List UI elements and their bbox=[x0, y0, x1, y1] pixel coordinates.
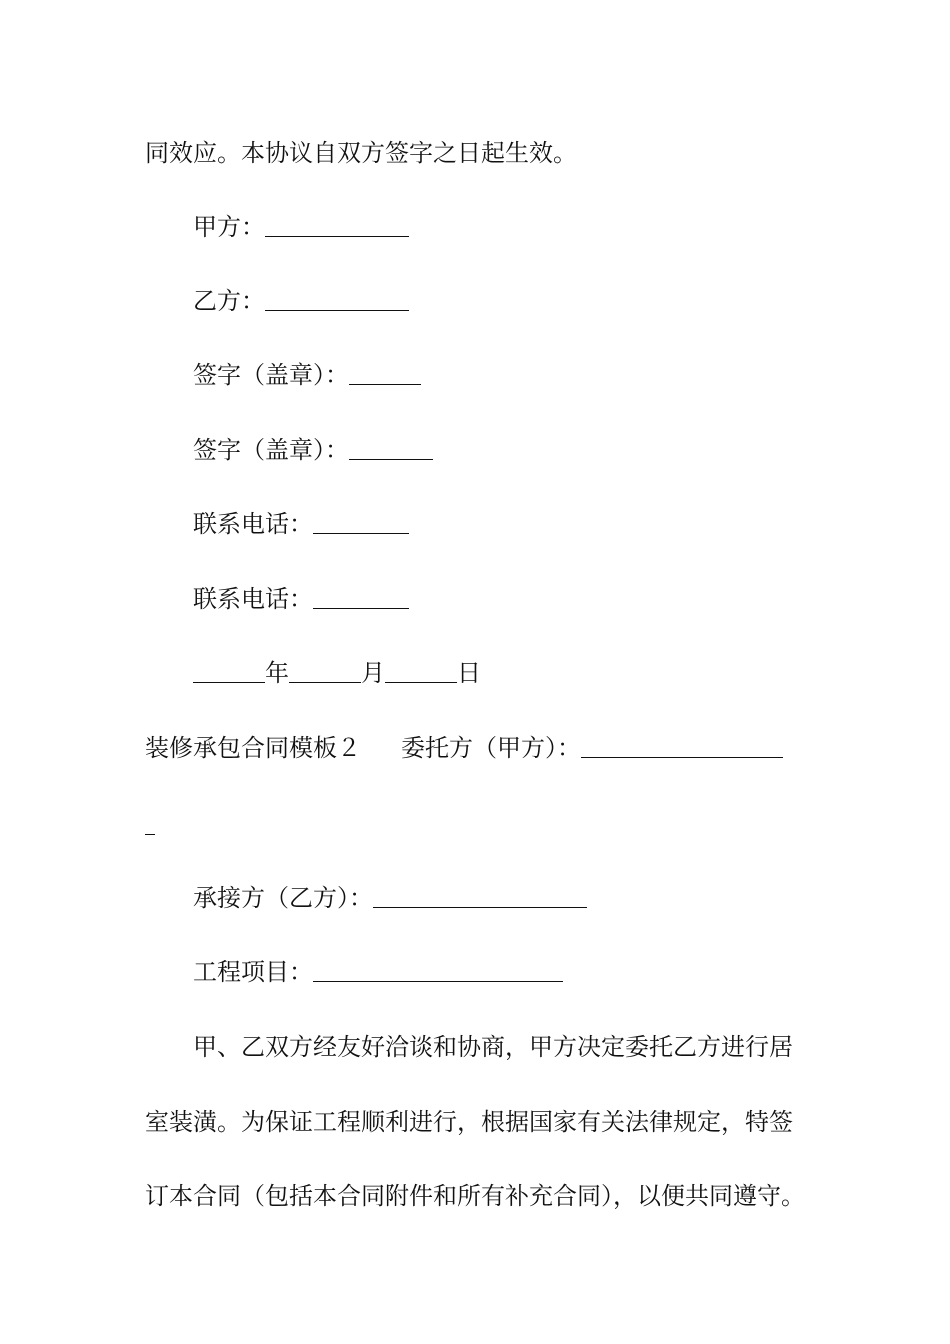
client-blank-continuation-line bbox=[145, 810, 155, 840]
month-blank bbox=[289, 681, 361, 683]
phone-blank-2 bbox=[313, 607, 409, 609]
phone-label-2: 联系电话： bbox=[193, 585, 313, 613]
phone-line-1 bbox=[193, 509, 409, 539]
signature-line-2 bbox=[193, 435, 433, 465]
party-a-blank bbox=[265, 235, 409, 237]
phone-label-1: 联系电话： bbox=[193, 510, 313, 538]
party-b-line bbox=[193, 286, 409, 316]
signature-line-1 bbox=[193, 360, 421, 390]
client-blank bbox=[581, 756, 783, 758]
year-blank bbox=[193, 681, 265, 683]
phone-line-2 bbox=[193, 584, 409, 614]
client-label: 委托方（甲方）： bbox=[401, 734, 581, 762]
year-label: 年 bbox=[265, 659, 289, 687]
template-title: 装修承包合同模板２ bbox=[145, 734, 361, 762]
signature-label-1: 签字（盖章）： bbox=[193, 361, 349, 389]
party-b-blank bbox=[265, 309, 409, 311]
date-line bbox=[193, 658, 481, 688]
signature-blank-1 bbox=[349, 383, 421, 385]
signature-label-2: 签字（盖章）： bbox=[193, 436, 349, 464]
day-label: 日 bbox=[457, 659, 481, 687]
body-line-1: 甲、乙双方经友好洽谈和协商，甲方决定委托乙方进行居 bbox=[193, 1033, 793, 1061]
day-blank bbox=[385, 681, 457, 683]
party-a-line bbox=[193, 212, 409, 242]
project-label: 工程项目： bbox=[193, 958, 313, 986]
month-label: 月 bbox=[361, 659, 385, 687]
contractor-line bbox=[193, 883, 587, 913]
body-line-3: 订本合同（包括本合同附件和所有补充合同），以便共同遵守。 bbox=[145, 1182, 805, 1210]
client-blank-continuation bbox=[145, 833, 155, 835]
contractor-blank bbox=[373, 906, 587, 908]
template-title-line bbox=[145, 733, 783, 763]
contractor-label: 承接方（乙方）： bbox=[193, 884, 373, 912]
closing-line: 同效应。本协议自双方签字之日起生效。 bbox=[145, 139, 577, 167]
body-line-2: 室装潢。为保证工程顺利进行，根据国家有关法律规定，特签 bbox=[145, 1108, 793, 1136]
project-line bbox=[193, 957, 563, 987]
party-a-label: 甲方： bbox=[193, 213, 265, 241]
project-blank bbox=[313, 980, 563, 982]
signature-blank-2 bbox=[349, 458, 433, 460]
party-b-label: 乙方： bbox=[193, 287, 265, 315]
phone-blank-1 bbox=[313, 532, 409, 534]
